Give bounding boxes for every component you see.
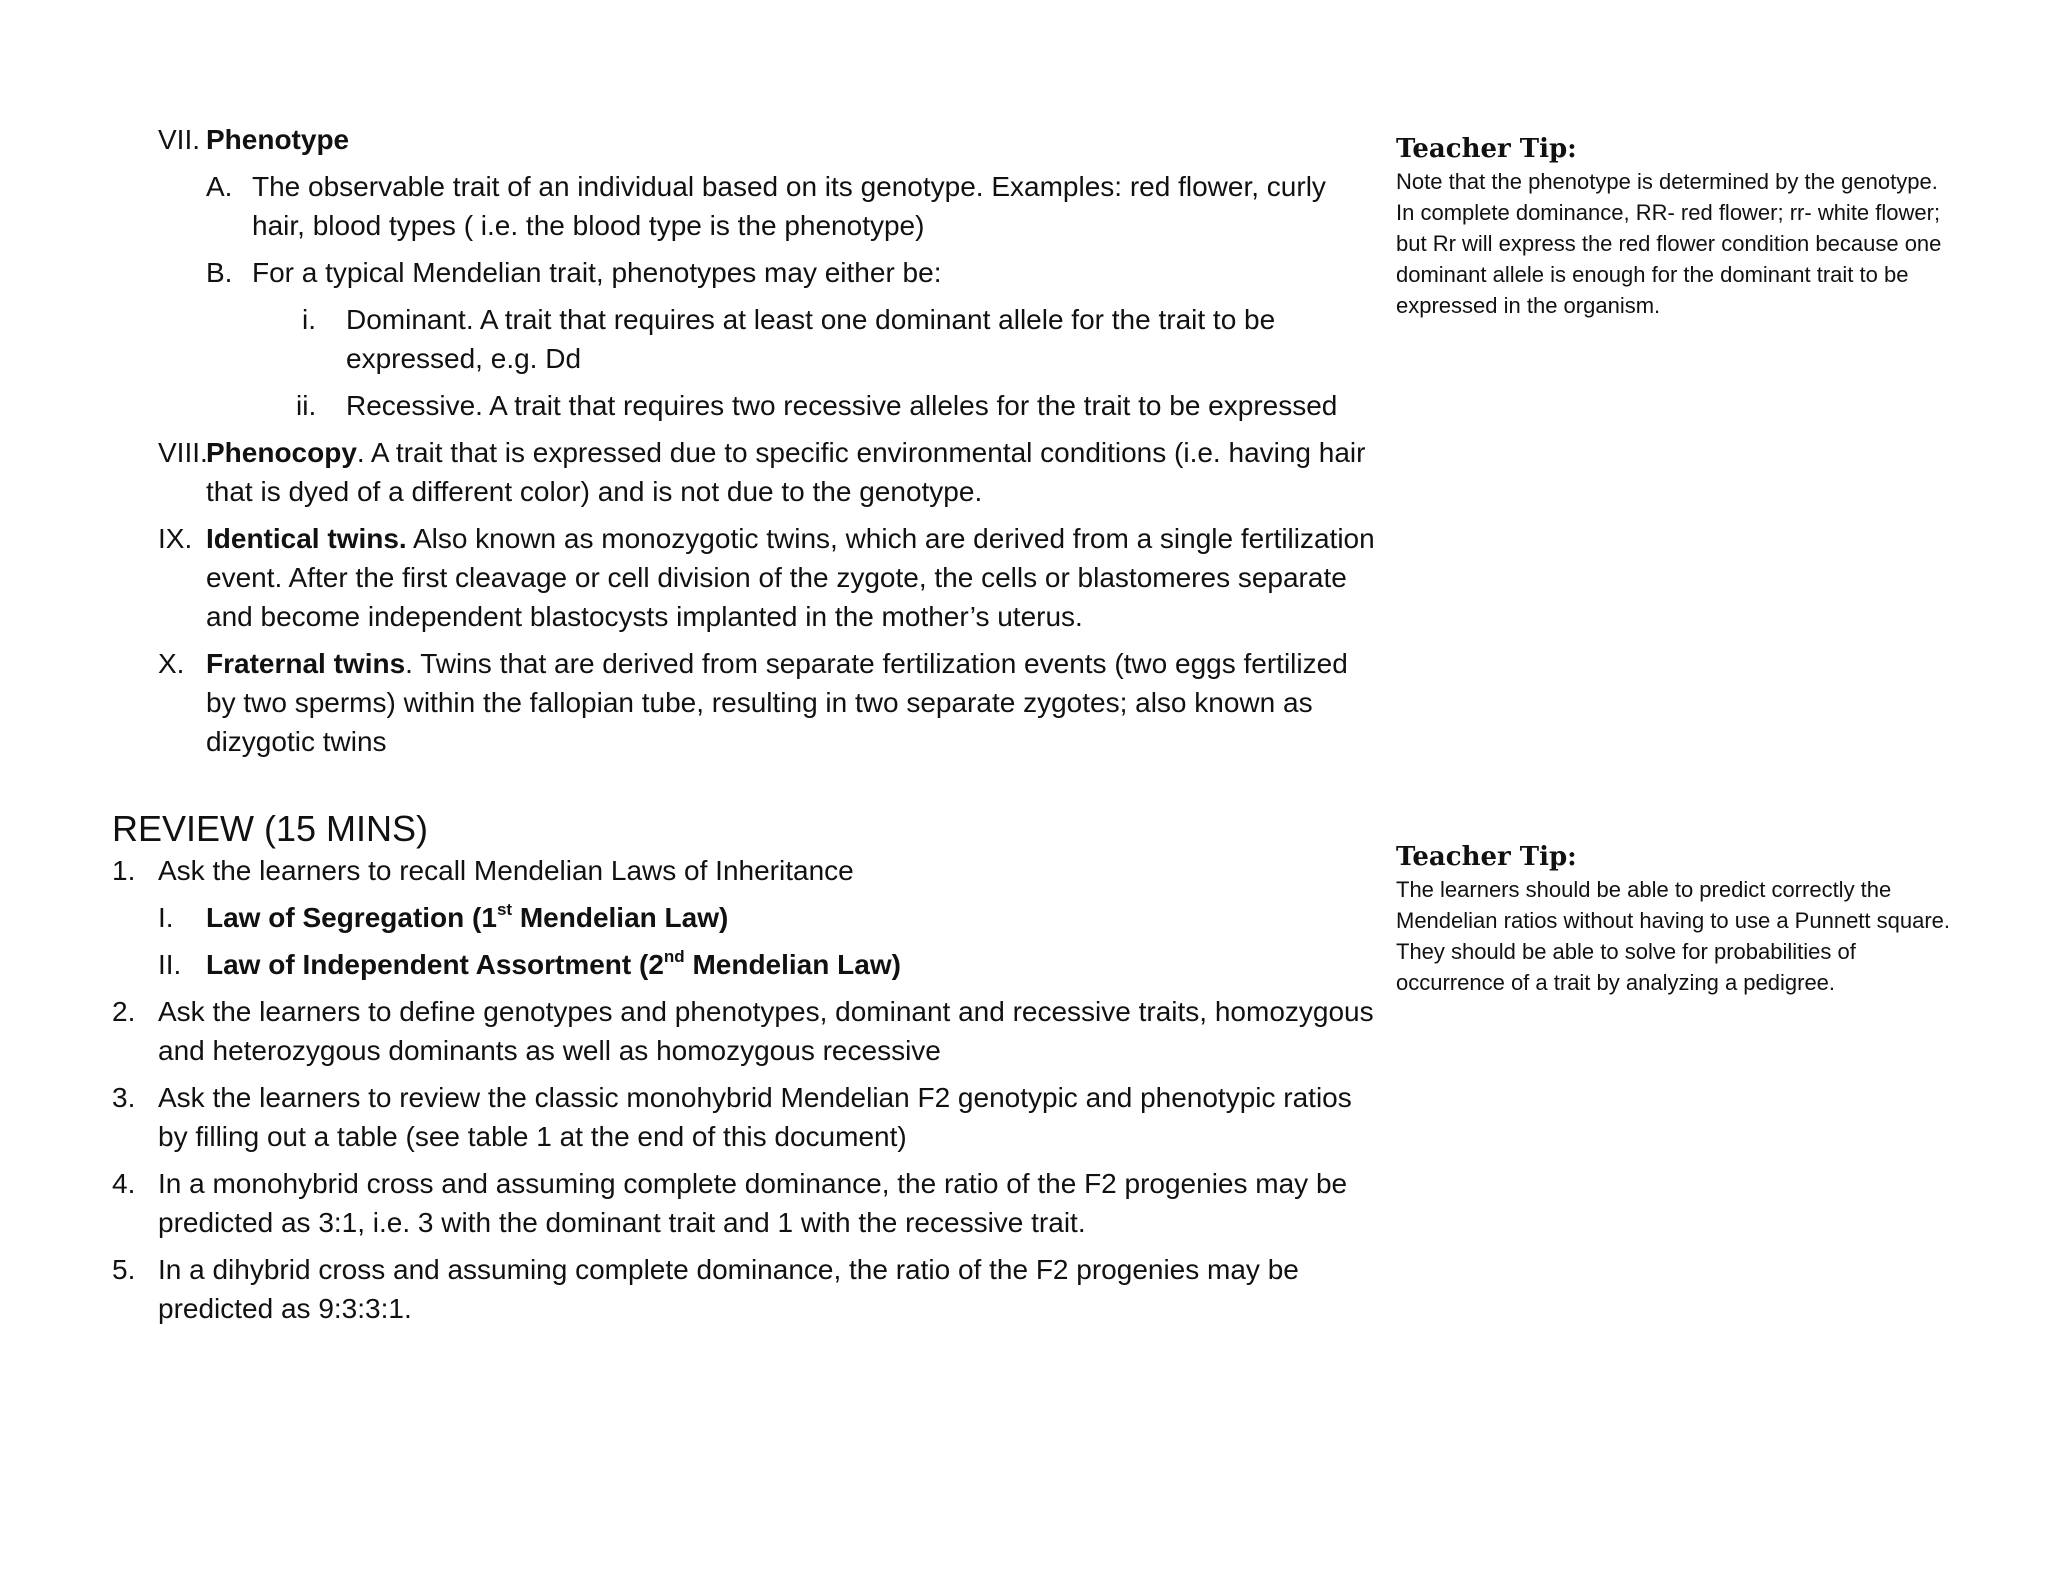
list-item-text: For a typical Mendelian trait, phenotypes may either be: [252,257,942,288]
term-vii-a [112,167,1382,245]
list-marker: ii. [296,390,317,421]
term-viii [112,433,1382,511]
list-marker: A. [206,171,233,202]
term-definition: . A trait that is expressed due to specific environmental conditions (i.e. having hair that is dyed of a different color) and is not due to the genotype. [206,437,1366,507]
law-name: Law of Segregation (1 [206,902,497,933]
section-heading-review: REVIEW (15 MINS) [112,808,429,849]
list-marker: 4. [112,1168,136,1199]
list-marker: i. [302,304,316,335]
list-item-text: Ask the learners to define genotypes and phenotypes, dominant and recessive traits, homozygous and heterozygous dominants as well as homozygous recessive [158,996,1374,1066]
teacher-tip-title: Teacher Tip: [1396,134,1577,164]
term-vii-b [112,253,1382,292]
list-marker: 2. [112,996,136,1027]
law-suffix: Mendelian Law) [512,902,729,933]
term-vii-b-i [112,300,1382,378]
term-ix [112,519,1382,636]
review-item-4 [112,1164,1382,1242]
list-item-text: Dominant. A trait that requires at least one dominant allele for the trait to be expressed, e.g. Dd [346,304,1276,374]
list-item-text: Ask the learners to recall Mendelian Laws of Inheritance [158,855,854,886]
term-vii [112,120,1382,159]
law-name: Law of Independent Assortment (2 [206,949,664,980]
list-marker: II. [158,949,182,980]
list-marker: I. [158,902,174,933]
list-marker: B. [206,257,233,288]
teacher-tip-2 [1396,840,1956,998]
law-item-2 [112,945,1382,984]
term-heading: Phenotype [206,124,350,155]
review-item-3 [112,1078,1382,1156]
term-definition: . Twins that are derived from separate fertilization events (two eggs fertilized by two sperms) within the fallopian tube, resulting in two separate zygotes; also known as dizygotic twins [206,648,1348,757]
law-item-1 [112,898,1382,937]
term-heading: Identical twins. [206,523,407,554]
law-ordinal: st [496,899,513,919]
list-item-text: The observable trait of an individual based on its genotype. Examples: red flower, curly hair, blood types ( i.e. the blood type is the phenotype) [252,171,1326,241]
list-marker: 1. [112,855,136,886]
list-item-text: Ask the learners to review the classic monohybrid Mendelian F2 genotypic and phenotypic ratios by filling out a table (see table 1 at the end of this document) [158,1082,1352,1152]
main-content [112,120,1382,1336]
term-vii-b-ii [112,386,1382,425]
list-marker: IX. [158,523,193,554]
teacher-tip-body: The learners should be able to predict correctly the Mendelian ratios without having to use a Punnett square. They should be able to solve for probabilities of occurrence of a trait by analyzing a pedigree. [1396,877,1951,995]
list-marker: VIII. [158,437,208,468]
list-marker: X. [158,648,185,679]
term-heading: Fraternal twins [206,648,406,679]
teacher-tip-1 [1396,132,1956,321]
review-item-2 [112,992,1382,1070]
law-suffix: Mendelian Law) [684,949,901,980]
list-marker: VII. [158,124,201,155]
review-item-5 [112,1250,1382,1328]
teacher-tip-body: Note that the phenotype is determined by the genotype. In complete dominance, RR- red flower; rr- white flower; but Rr will express the red flower condition because one dominant allele is enough for the dominant trait to be expressed in the organism. [1396,169,1942,318]
term-definition: Also known as monozygotic twins, which are derived from a single fertilization event. After the first cleavage or cell division of the zygote, the cells or blastomeres separate and become independent blastocysts implanted in the mother’s uterus. [206,523,1375,632]
term-heading: Phenocopy [206,437,357,468]
list-marker: 3. [112,1082,136,1113]
list-marker: 5. [112,1254,136,1285]
review-item-1 [112,851,1382,890]
teacher-tip-title: Teacher Tip: [1396,842,1577,872]
list-item-text: In a monohybrid cross and assuming complete dominance, the ratio of the F2 progenies may be predicted as 3:1, i.e. 3 with the dominant trait and 1 with the recessive trait. [158,1168,1348,1238]
term-x [112,644,1382,761]
list-item-text: Recessive. A trait that requires two recessive alleles for the trait to be expressed [346,390,1338,421]
list-item-text: In a dihybrid cross and assuming complete dominance, the ratio of the F2 progenies may be predicted as 9:3:3:1. [158,1254,1299,1324]
law-ordinal: nd [663,946,685,966]
